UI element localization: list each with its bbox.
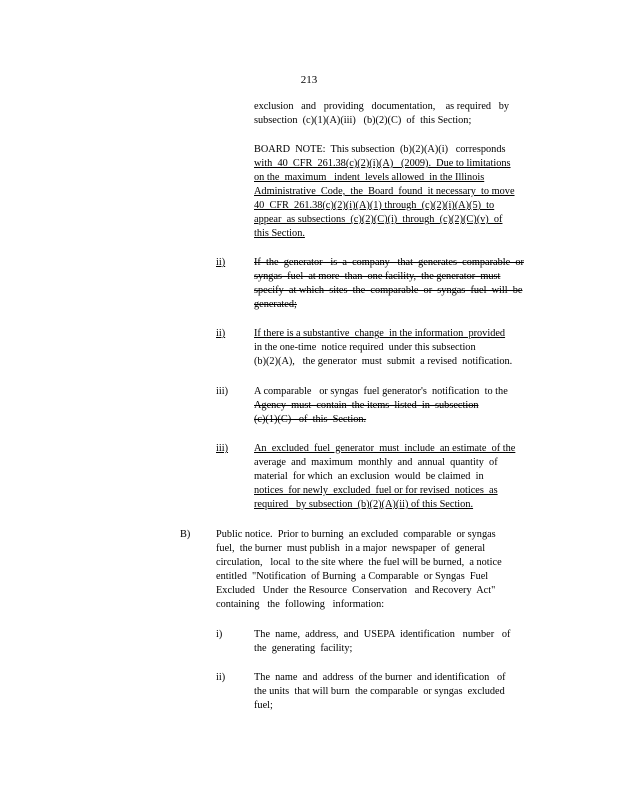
item-marker: B) <box>180 529 191 540</box>
board-note-line: appear as subsections (c)(2)(C)(i) through (c)(2)(C)(v) of <box>254 214 503 225</box>
text-line: material for which an exclusion would be claimed in <box>254 471 484 482</box>
struck-line: generated; <box>254 299 297 310</box>
text-line: the units that will burn the comparable or syngas excluded <box>254 686 505 697</box>
text-line: containing the following information: <box>216 599 385 610</box>
text-line: entitled "Notification of Burning a Comparable or Syngas Fuel <box>216 571 489 582</box>
text-line: subsection (c)(1)(A)(iii) (b)(2)(C) of this Section; <box>254 115 472 126</box>
struck-line: syngas fuel at more than one facility, the generator must <box>254 271 501 282</box>
text-line: exclusion and providing documentation, as required by <box>254 101 510 112</box>
item-marker: iii) <box>216 443 229 454</box>
board-note-line: this Section. <box>254 228 305 239</box>
board-note-line: BOARD NOTE: This subsection (b)(2)(A)(i) corresponds <box>254 144 506 155</box>
text-line: A comparable or syngas fuel generator's notification to the <box>254 386 508 397</box>
text-line: fuel, the burner must publish in a major newspaper of general <box>216 543 486 554</box>
inserted-line: required by subsection (b)(2)(A)(ii) of this Section. <box>254 499 474 510</box>
board-note-line: on the maximum indent levels allowed in the Illinois <box>254 172 485 183</box>
inserted-line: notices for newly excluded fuel or for revised notices as <box>254 485 498 496</box>
text-line: The name and address of the burner and identification of <box>254 672 506 683</box>
struck-line: (c)(1)(C) of this Section. <box>254 414 367 425</box>
item-marker: ii) <box>216 672 226 683</box>
struck-line: specify at which sites the comparable or syngas fuel will be <box>254 285 523 296</box>
text-line: in the one-time notice required under this subsection <box>254 342 476 353</box>
text-line: Excluded Under the Resource Conservation and Recovery Act" <box>216 585 496 596</box>
text-line: fuel; <box>254 700 273 711</box>
inserted-line: An excluded fuel generator must include an estimate of the <box>254 443 516 454</box>
text-line: average and maximum monthly and annual quantity of <box>254 457 498 468</box>
board-note-line: 40 CFR 261.38(c)(2)(i)(A)(1) through (c)(2)(i)(A)(5) to <box>254 200 495 211</box>
inserted-line: If there is a substantive change in the information provided <box>254 328 506 339</box>
text-line: (b)(2)(A), the generator must submit a revised notification. <box>254 356 513 367</box>
text-line: The name, address, and USEPA identification number of <box>254 629 511 640</box>
item-marker: iii) <box>216 386 229 397</box>
item-marker: i) <box>216 629 223 640</box>
text-line: circulation, local to the site where the fuel will be burned, a notice <box>216 557 502 568</box>
board-note-line: with 40 CFR 261.38(c)(2)(i)(A) (2009). Due to limitations <box>254 158 511 169</box>
board-note-line: Administrative Code, the Board found it necessary to move <box>254 186 515 197</box>
struck-line: If the generator is a company that generates comparable or <box>254 257 524 268</box>
item-marker: ii) <box>216 328 226 339</box>
item-marker: ii) <box>216 257 226 268</box>
page-number: 213 <box>300 74 318 86</box>
text-line: Public notice. Prior to burning an excluded comparable or syngas <box>216 529 496 540</box>
struck-line: Agency must contain the items listed in subsection <box>254 400 479 411</box>
text-line: the generating facility; <box>254 643 353 654</box>
